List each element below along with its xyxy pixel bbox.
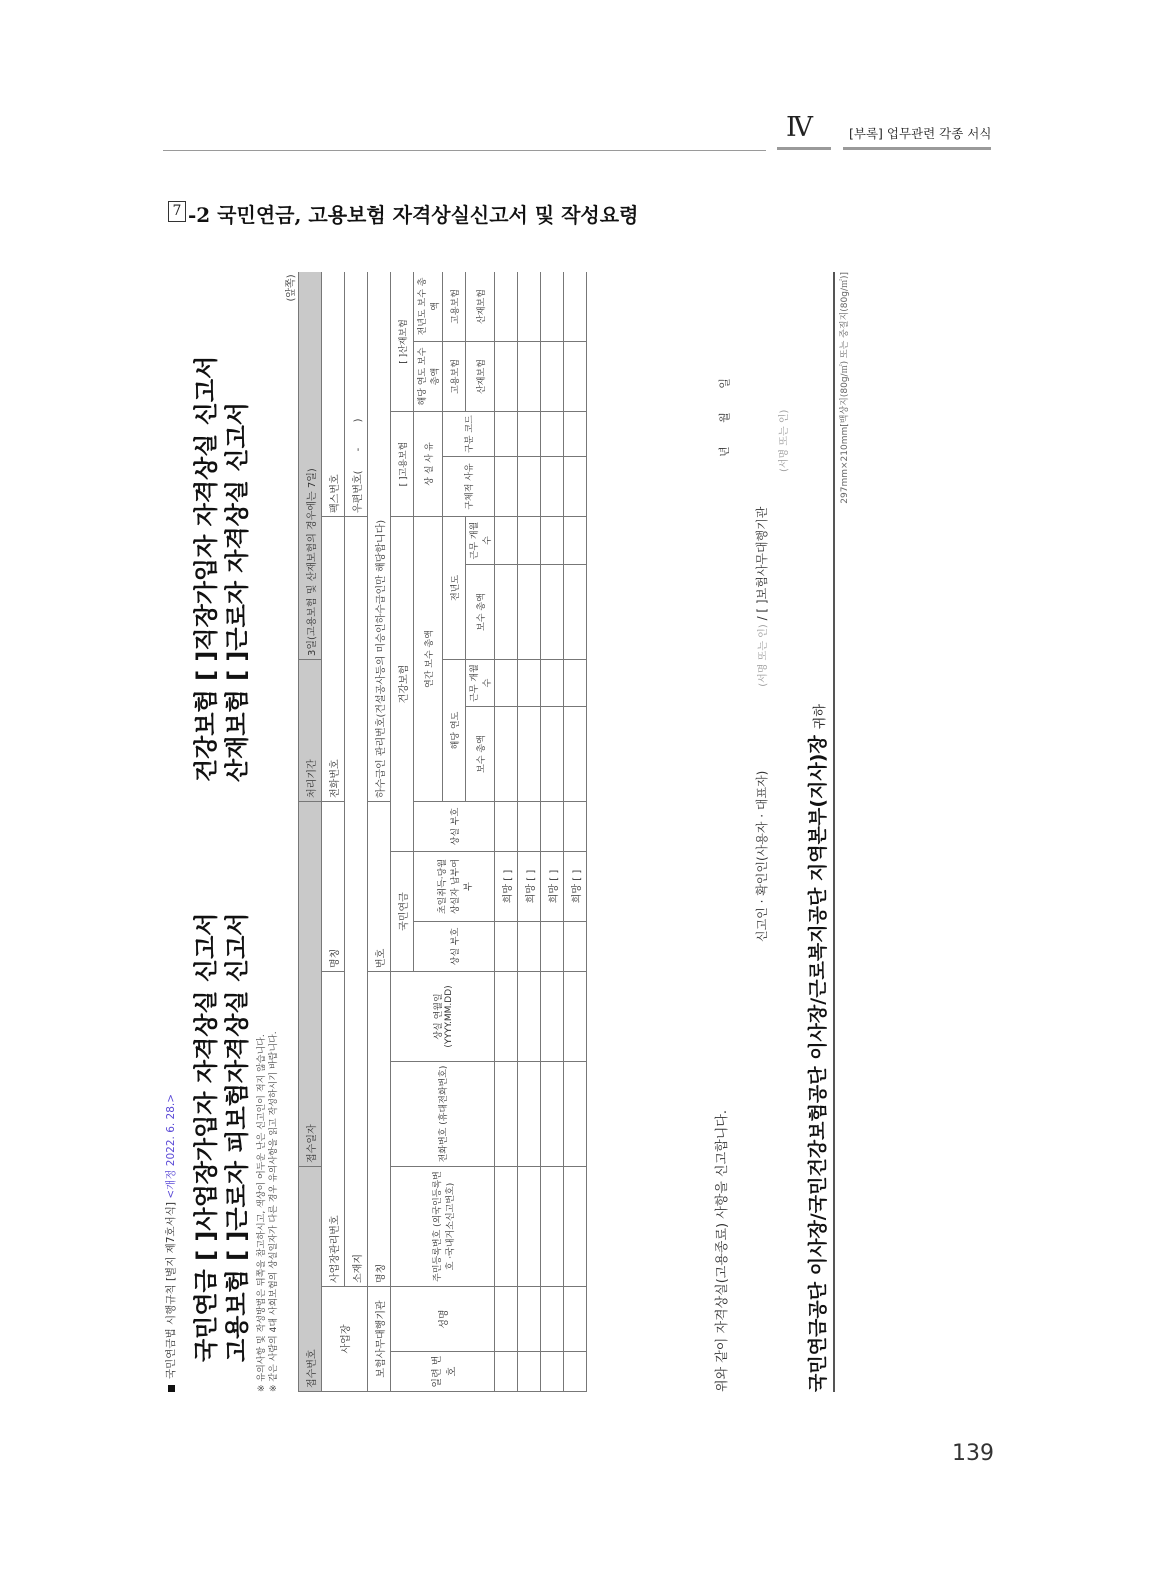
form-table: [281, 272, 587, 1392]
col-loss-date: 상실 연월일 (YYYY.MM.DD): [391, 972, 495, 1062]
recipient: 국민연금공단 이사장/국민건강보험공단 이사장/근로복지공단 지역본부(지사)장: [807, 735, 829, 1392]
agency-no-label: 번호: [368, 802, 391, 972]
header-rule: [163, 150, 766, 151]
processing-period-value: 3일(고용보험 및 산재보험의 경우에는 7일): [299, 272, 322, 660]
signer-sign-mark: (서명 또는 인): [758, 624, 769, 687]
this-year-pay-total: 보수 총액: [466, 707, 495, 802]
nps-hope-3: 희망 [ ]: [541, 852, 564, 922]
section-label: [부록] 업무관련 각종 서식: [849, 126, 992, 141]
signer-line: [753, 507, 770, 942]
workplace-postal-label: [345, 272, 368, 517]
last-year-header: 전년도: [443, 517, 466, 660]
form-title-nps: 국민연금 [ ]사업장가입자 자격상실 신고서: [192, 912, 220, 1362]
table-row: [541, 272, 564, 1392]
workplace-address-label: 소재지: [345, 517, 368, 1287]
nps-payment: 초일취득·당월상실자 납부여부: [414, 852, 495, 922]
nhis-header: 건강보험: [391, 517, 414, 852]
workplace-label: 사업장: [322, 1287, 368, 1392]
signer-label: 신고인 · 확인인(사용자 · 대표자): [755, 770, 769, 942]
form-title-ei: 고용보험 [ ]근로자 피보험자격상실 신고서: [223, 912, 251, 1362]
nps-hope-1: 희망 [ ]: [495, 852, 518, 922]
page-number: 139: [952, 1441, 994, 1466]
form-title-right: [191, 356, 253, 782]
form-law-line: [163, 1094, 178, 1392]
nps-hope-4: 희망 [ ]: [564, 852, 587, 922]
form-title-nhis: 건강보험 [ ]직장가입자 자격상실 신고서: [192, 355, 220, 782]
square-bullet-icon: [168, 1385, 175, 1392]
workplace-mgmt-no-label: 사업장관리번호: [322, 972, 345, 1287]
title-number-box: 7: [168, 201, 186, 222]
agency-name-label: 명칭: [368, 972, 391, 1287]
this-year-header: 해당 연도: [443, 660, 466, 802]
col-rrn: 주민등록번호 (외국인등록번호 ·국내거소신고번호): [391, 1167, 495, 1287]
form-revision: <개정 2022. 6. 28.>: [165, 1093, 177, 1199]
declaration-date: 년 월 일: [718, 378, 731, 457]
workplace-phone-label: 전화번호: [322, 517, 345, 802]
last-year-months: 근무 개월수: [466, 517, 495, 565]
chapter-underline: [777, 147, 831, 150]
table-row: [564, 272, 587, 1392]
wc-pay-label-1: 산재보험: [466, 342, 495, 412]
form-notes: [256, 1031, 280, 1392]
table-row: [495, 272, 518, 1392]
form-image: [163, 272, 953, 1392]
specific-reason-header: 구체적 사유: [443, 457, 495, 517]
agency-label: 보험사무대행기관: [368, 1287, 391, 1392]
wc-pay-label-2: 산재보험: [466, 272, 495, 342]
last-year-pay-total: 보수 총액: [466, 565, 495, 660]
ei-pay-label-2: 고용보험: [443, 272, 466, 342]
receipt-date-label: 접수일자: [299, 802, 322, 1167]
col-name: 성명: [391, 1287, 495, 1352]
reason-code-header: 구분 코드: [443, 412, 495, 457]
workplace-name-label: 명칭: [322, 802, 345, 972]
form-law: 국민연금법 시행규칙 [별지 제7호서식]: [165, 1201, 177, 1379]
paper-spec: 297mm×210mm[백상지(80g/㎡) 또는 중질지(80g/㎡)]: [833, 272, 850, 1392]
declaration: 위와 같이 자격상실(고용종료) 사항을 신고합니다.: [715, 1110, 730, 1392]
chapter-number: Ⅳ: [786, 112, 814, 143]
nps-header: 국민연금: [391, 852, 414, 972]
receipt-no-label: 접수번호: [299, 1167, 322, 1392]
agency-sign-mark: (서명 또는 인): [779, 409, 790, 472]
postal-dash: -: [352, 447, 364, 452]
form-note-2: ※ 같은 사람의 4대 사회보험의 상실일자가 다른 경우 유의사항을 읽고 작성하시기 바랍니다.: [269, 1031, 279, 1392]
nhis-loss-code: 상실 부호: [414, 802, 495, 852]
col-serial-no: 일련 번호: [391, 1352, 495, 1392]
form-side: (앞쪽): [286, 274, 297, 302]
annual-pay-header: 연간 보수 총액: [414, 517, 443, 802]
nps-hope-2: 희망 [ ]: [518, 852, 541, 922]
wc-header: [ ]산재보험: [391, 272, 414, 412]
ei-pay-label-1: 고용보험: [443, 342, 466, 412]
subcontract-label: 하수급인 관리번호(건설공사등의 미승인하수급인만 해당합니다): [368, 272, 391, 802]
ei-header: [ ]고용보험: [391, 412, 414, 517]
ei-last-year-pay: 전년도 보수 총액: [414, 272, 443, 342]
postal-close: ): [352, 418, 364, 423]
col-phone: 전화번호 (휴대전화번호): [391, 1062, 495, 1167]
form-title-wc: 산재보험 [ ]근로자 자격상실 신고서: [223, 402, 251, 782]
postal-open: 우편번호(: [352, 470, 364, 513]
form-note-1: ※ 유의사항 및 작성방법은 뒤쪽을 참고하시고, 색상이 어두운 난은 신고인이 적지 않습니다.: [257, 1034, 267, 1392]
this-year-months: 근무 개월수: [466, 660, 495, 707]
form-title-left: [191, 913, 253, 1363]
section-underline: [843, 147, 991, 150]
loss-reason-header: 상 실 사 유: [414, 412, 443, 517]
page-title: -2 국민연금, 고용보험 자격상실신고서 및 작성요령: [188, 203, 639, 227]
ei-this-year-pay: 해당 연도 보수 총액: [414, 342, 443, 412]
processing-period-label: 처리기간: [299, 660, 322, 802]
workplace-fax-label: 팩스번호: [322, 272, 345, 517]
form-sheet: [163, 272, 953, 1392]
recipient-suffix: 귀하: [813, 704, 828, 730]
recipient-line: [803, 704, 830, 1392]
agency-sign-label: / [ ]보험사무대행기관: [755, 506, 769, 621]
table-row: [518, 272, 541, 1392]
nps-loss-code: 상실 부호: [414, 922, 495, 972]
